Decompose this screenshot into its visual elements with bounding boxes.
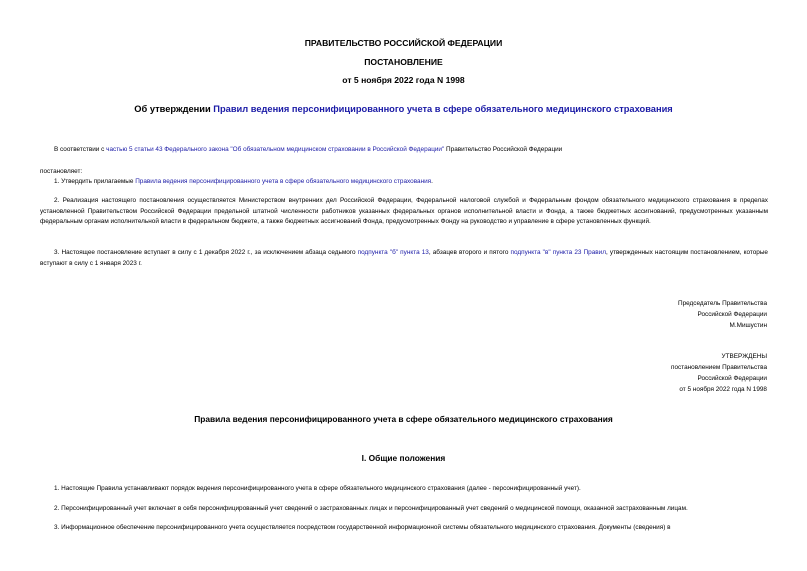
approval-date: от 5 ноября 2022 года N 1998 <box>679 386 767 393</box>
title-rules-link[interactable]: Правил ведения персонифицированного учета в сфере обязательного медицинского страхования <box>213 104 673 114</box>
section-1-heading: I. Общие положения <box>361 453 446 463</box>
date-number-heading: от 5 ноября 2022 года N 1998 <box>342 75 465 85</box>
item-1 <box>54 177 774 188</box>
signature-block <box>517 298 767 331</box>
rules-paragraph-2: 2. Персонифицированный учет включает в себя персонифицированный учет сведений о застрахованных лицах и персонифицированный учет сведений о медицинской помощи, оказанной застрахованным лицам. <box>54 505 688 512</box>
item-1-text: 1. Утвердить прилагаемые <box>54 178 136 185</box>
document-title <box>0 104 807 114</box>
item-3-text-b: , абзацев второго и пятого <box>428 249 511 256</box>
approval-label: УТВЕРЖДЕНЫ <box>721 353 767 360</box>
law-reference-link[interactable]: частью 5 статьи 43 Федерального закона "Об обязательном медицинском страховании в Российской Федерации" <box>106 146 445 153</box>
title-prefix: Об утверждении <box>134 104 214 114</box>
item-2: 2. Реализация настоящего постановления осуществляется Министерством внутренних дел Российской Федерации, Федеральной налоговой службой и Федеральным фондом обязательного медицинского страхования в пределах установленной Правительством Российской Федерации предельной штатной численности работников указанных федеральных органов исполнительной власти и Фонда, а также бюджетных ассигнований, предусмотренных указанным федеральным органам исполнительной власти в федеральном бюджете, а также бюджетных ассигнований Фонда, предусмотренных Фонду на руководство и управление в сфере установленных функций. <box>40 197 768 226</box>
item-3-link-13[interactable]: подпункта "б" пункта 13 <box>357 249 429 256</box>
approval-country: Российской Федерации <box>697 375 767 382</box>
item-3-text-c: , утвержденных настоящим постановлением, которые вступают в силу с 1 января 2023 г. <box>40 249 768 267</box>
item-3-link-23[interactable]: подпункта "в" пункта 23 Правил <box>510 249 606 256</box>
item-1-rules-link[interactable]: Правила ведения персонифицированного учета в сфере обязательного медицинского страхования <box>135 178 432 185</box>
preamble-text-start: В соответствии с <box>54 146 107 153</box>
item-1-end: . <box>431 178 433 185</box>
government-heading: ПРАВИТЕЛЬСТВО РОССИЙСКОЙ ФЕДЕРАЦИИ <box>304 38 503 48</box>
signature-name: М.Мишустин <box>729 322 767 329</box>
item-3-text-a: 3. Настоящее постановление вступает в силу с 1 декабря 2022 г., за исключением абзаца седьмого <box>54 249 358 256</box>
approval-decree: постановлением Правительства <box>671 364 767 371</box>
rules-paragraph-1: 1. Настоящие Правила устанавливают порядок ведения персонифицированного учета в сфере обязательного медицинского страхования (далее - персонифицированный учет). <box>54 485 581 492</box>
rules-paragraph-3: 3. Информационное обеспечение персонифицированного учета осуществляется посредством государственной информационной системы обязательного медицинского страхования. Документы (сведения) в <box>54 524 671 531</box>
decides-label: постановляет: <box>40 168 83 175</box>
preamble <box>54 145 774 156</box>
preamble-text-end: Правительство Российской Федерации <box>444 146 563 153</box>
signature-position: Председатель Правительства <box>678 300 767 307</box>
rules-title: Правила ведения персонифицированного учета в сфере обязательного медицинского страхования <box>194 414 613 424</box>
item-3 <box>40 248 768 269</box>
doc-type-heading: ПОСТАНОВЛЕНИЕ <box>364 57 443 67</box>
approval-block <box>517 351 767 395</box>
signature-country: Российской Федерации <box>697 311 767 318</box>
